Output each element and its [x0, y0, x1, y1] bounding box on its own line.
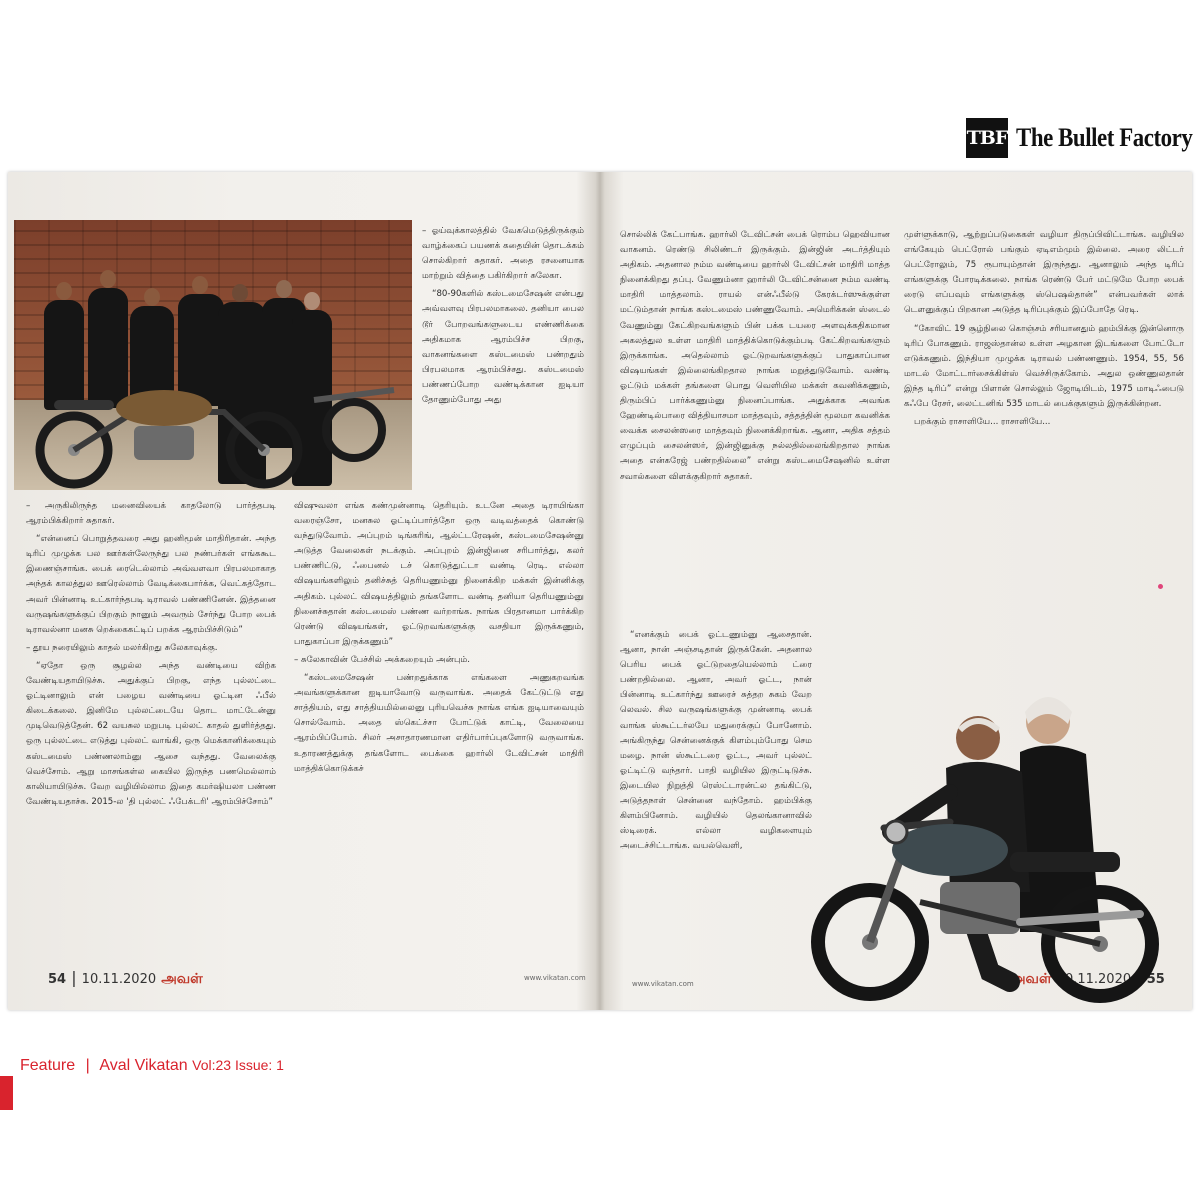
- left-column-1: [26, 499, 276, 977]
- person-head: [144, 288, 160, 306]
- paragraph: சொல்லிக் கேட்பாங்க. ஹார்லி டேவிட்சன் பைக் ரொம்ப ஹெவியான வாகனம். ரெண்டு சிலிண்டர் இருக்கும். இன்ஜின் அடர்த்தியும் அதிகம். அதனால நம்ம வண்டியை ஹார்லி டேவிட்சன் மாதிரி மாத்த நினைக்கிறது தப்பு. வேணும்னா ஹார்லி டேவிட்சன்னை நம்ம வண்டி மாதிரி மாத்தலாம். ராயல் என்ஃபீல்டு கேரக்டர்ஸுக்குள்ள மட்டும்தான் நாங்க கஸ்டமைஸ் பண்ணுவோம். அமெரிக்கன் ஸ்டைல் வேணும்னு கேட்கிறவங்களும் பின் பக்க டயரை அளவுக்கதிகமான அகலத்துல உள்ள மாதிரி மாத்திக்கொடுக்கும்படி கேட்கிறவங்களும் இருக்காங்க. அதெல்லாம் ஓட்டுறவங்களுக்குப் பாதுகாப்பான விஷயங்கள் இல்லைங்கிறதால நாங்க மறுத்துடுவோம். வண்டி ஓட்டும் மக்கள் தங்களை பொது வெளியில மக்கள் கவனிக்கணும், திரும்பிப் பார்க்கணும்னு நினைப்பாங்க. அதுக்காக அவங்க ஹேண்டில்பாரை வித்தியாசமா மாத்தவும், சத்தத்தின் மூலமா கவனிக்க வைக்க சைலன்ஸரை மாத்தவும் நினைக்கிறாங்க. ஆனா, அதிக சத்தம் எழுப்பும் சைலன்ஸர், இன்ஜினுக்கு நல்லதில்லைங்கிறதால நாங்க அதை என்கரேஜ் பண்றதில்லை” என்று கஸ்டமைசேஷனில் உள்ள சவால்களை விளக்குகிறார் சுதாகர்.: [620, 230, 890, 482]
- paragraph: – அருகிலிருந்த மனைவியைக் காதலோடு பார்த்தபடி ஆரம்பிக்கிறார் சுதாகர்.: [26, 501, 276, 527]
- right-column-1-bottom: [620, 628, 812, 968]
- brand-name: The Bullet Factory: [1016, 123, 1193, 152]
- team-photo: [14, 220, 412, 490]
- paragraph: முள்ளுக்காடு, ஆற்றுப்படுகைகள் வழியா திருப்பிவிட்டாங்க. வழியில எங்கேயும் பெட்ரோல் பங்கும் ஏடிஎம்மும் இல்லை. அரை லிட்டர் பெட்ரோலும், 75 ரூபாயும்தான் இருந்தது. ஆனாலும் அந்த டிரிப் எங்களுக்கு போரடிக்கலை. நாங்க ரெண்டு பேர் மட்டுமே போற பைக் ரைடு எப்பவும் எங்களுக்கு ஸ்பெஷல்தான்” என்பவர்கள் லாக் டௌனுக்குப் பிறகான அடுத்த டிரிப்புக்கும் இப்போதே ரெடி.: [904, 230, 1184, 316]
- paragraph: – சுலேகாவின் பேச்சில் அக்கறையும் அன்பும்.: [294, 654, 471, 665]
- issue-date: 10.11.2020: [81, 972, 157, 987]
- left-folio: 54 | 10.11.2020 அவள்: [48, 968, 203, 987]
- accent-bar: [0, 1076, 13, 1110]
- paragraph: “என்னைப் பொறுத்தவரை அது ஹனிமூன் மாதிரிதான். அந்த டிரிப் முழுக்க பல ஊர்கள்லேருந்து பல நண்பர்கள் எங்ககூட இணைஞ்சாங்க. பைக் ரைடெல்லாம் அவ்வளவா பிரபலமாகாத அந்தக் காலத்துல ஊரெல்லாம் வேடிக்கைபார்க்க, வெட்கத்தோட அவர் பின்னாடி உட்கார்ந்தபடி டிராவல் பண்ணினேன். இத்தனை வருஷங்களுக்குப் பிறகும் நானும் அவரும் சேர்ந்து போற பைக் டிராவல்னா மனசு றெக்கைகட்டிப் பறக்க ஆரம்பிச்சிடும்”: [26, 534, 276, 635]
- couple-motorcycle-photo: [800, 682, 1170, 1012]
- paragraph: விஷுவலா எங்க கண்முன்னாடி தெரியும். உடனே அதை டிராயிங்கா வரைஞ்சோ, மனசுல ஓட்டிப்பார்த்தோ ஒரு வடிவத்தைக் கொண்டு வந்துடுவோம். அப்புறம் டிங்கரிங், ஆல்ட்டரேஷன், கஸ்டமைசேஷன்னு அடுத்த வேலைகள் நடக்கும். அப்புறம் இன்ஜினை சரிபார்த்து, கலர் பண்ணிட்டு, ஃபைனல் டச் கொடுத்துட்டா வண்டி ரெடி. எல்லா விஷயங்களிலும் தனிச்சுத் தெரியணும்னு நினைக்கிற மக்கள் இன்னிக்கு அதிகம். புல்லட் விஷயத்திலும் தங்களோட வண்டி தனியா தெரியணும்னு நினைச்சுதான் கஸ்டமைஸ் பண்ண வர்றாங்க. நாங்க பிரதானமா பார்க்கிற ரெண்டு விஷயங்கள், ஓட்டுறவங்களுக்கு வசதியா இருக்கணும், பாதுகாப்பா இருக்கணும்”: [294, 501, 584, 647]
- paragraph: “ஏதோ ஒரு சூழல்ல அந்த வண்டியை விற்க வேண்டியதாயிடுச்சு. அதுக்குப் பிறகு, எந்த புல்லட்டை ஓட்டினாலும் என் பழைய வண்டியை ஓட்டின ஃபீல் கிடைக்கலை. இனிமே புல்லட்டையே தொட மாட்டேன்னு முடிவெடுத்தேன். 62 வயசுல மறுபடி புல்லட் காதல் துளிர்த்தது. ஒரு புல்லட்டை எடுத்து புல்லட் வாங்கி, ஒரு மெக்கானிக்கையும் கஸ்டமைஸ் பண்ணலாம்னு ஆசை வந்தது. வேலைக்கு வெச்சோம். ஆறு மாசங்கள்ல கையில இருந்த பணமெல்லாம் காலியாயிடுச்சு. வேற வழியில்லாம இதை கமர்ஷியலா பண்ண வேண்டியதாச்சு. 2015-ல 'தி புல்லட் ஃபேக்டரி' ஆரம்பிச்சோம்”: [26, 660, 276, 807]
- website-url: www.vikatan.com: [632, 980, 694, 988]
- paragraph: பறக்கும் ராசாளியே... ராசாளியே...: [914, 417, 1051, 428]
- right-column-1-top: [620, 228, 890, 624]
- person-head: [192, 276, 208, 294]
- paragraph: “80-90களில் கஸ்டமைசேஷன் என்பது அவ்வளவு பிரபலமாகலை. தனியா பைல டூர் போறவங்களுடைய எண்ணிக்கை அதிகமாக ஆரம்பிச்ச பிறகு, வாகனங்களை கஸ்டமைஸ் பண்றதும் பிரபலமாக ஆரம்பிச்சது. கஸ்டமைஸ் பண்ணப்போற வண்டிக்கான ஐடியா தோணும்போது அது: [422, 289, 584, 406]
- website-url: www.vikatan.com: [524, 974, 586, 982]
- magazine-logo: அவள்: [161, 971, 203, 987]
- paragraph: – தூய நரையிலும் காதல் மலர்கிறது சுலேகாவுக்கு.: [26, 642, 218, 653]
- publication-name: Aval Vikatan: [99, 1057, 188, 1074]
- right-column-2: [904, 228, 1184, 618]
- left-column-2-bottom: [294, 499, 584, 977]
- person-head: [304, 292, 320, 310]
- person-head: [100, 270, 116, 288]
- page-number: 54: [48, 972, 67, 987]
- person-head: [56, 282, 72, 300]
- left-page: [8, 172, 598, 1010]
- brand-logo-mark: TBF: [966, 118, 1008, 158]
- magazine-logo: அவள்: [1010, 971, 1052, 987]
- end-dot: [1158, 584, 1163, 589]
- brand-logo: [966, 118, 1200, 158]
- person-head: [276, 280, 292, 298]
- paragraph: “கோவிட் 19 சூழ்நிலை கொஞ்சம் சரியானதும் ஹம்பிக்கு இன்னொரு டிரிப் போகணும். ராஜஸ்தான்ல உள்ள அழகான இடங்களை போட்டோ எடுக்கணும். இந்தியா முழுக்க டிராவல் பண்ணணும். 1954, 55, 56 மாடல் மோட்டார்சைக்கிள்ஸ் வெச்சிருக்கோம். அதுல ஒண்ணுலதான் இந்த டிரிப்” என்று பிளான் சொல்லும் ஜோடியிடம், 1975 மாடிஃபைடு கஃபே ரேசர், லைட்டனிங் 535 மாடல் பைக்குகளும் இருக்கின்றன.: [904, 323, 1184, 410]
- feature-label: Feature: [20, 1057, 76, 1074]
- issue-date: 10.11.2020: [1056, 972, 1132, 987]
- paragraph: – ஓய்வுக்காலத்தில் வேகமெடுத்திருக்கும் வாழ்க்கைப் பயணக் கதையின் தொடக்கம் சொல்கிறார் சுதாகர். அதை ரசனையாக மாற்றும் வித்தை பகிர்கிறார் சுலேகா.: [422, 226, 584, 282]
- motorcycle-illustration: [14, 350, 412, 490]
- issue-label: Vol:23 Issue: 1: [192, 1057, 284, 1073]
- left-column-2-top: [422, 224, 584, 500]
- page-number: 55: [1146, 972, 1165, 987]
- feature-separator: |: [85, 1057, 90, 1074]
- paragraph: “கஸ்டமைசேஷன் பண்றதுக்காக எங்களை அணுகறவங்க அவங்களுக்கான ஐடியாவோடு வருவாங்க. அதைக் கேட்டுட்டு எது சாத்தியம், எது சாத்தியமில்லைனு புரியவெச்சு நாங்க எங்க ஐடியாவையும் சொல்வோம். அதை ஸ்கெட்ச்சா போட்டுக் காட்டி, வேலையை ஆரம்பிப்போம். சிலர் அசாதாரணமான எதிர்பார்ப்புகளோடு வருவாங்க. உதாரணத்துக்கு தங்களோட பைக்கை ஹார்லி டேவிட்சன் மாதிரி மாத்திக்கொடுக்கச்: [294, 673, 584, 774]
- person-head: [232, 284, 248, 302]
- right-folio: அவள் 10.11.2020 | 55: [1010, 968, 1165, 987]
- paragraph: “எனக்கும் பைக் ஓட்டணும்னு ஆசைதான். ஆனா, நான் அஞ்சடிதான் இருக்கேன். அதனால பெரிய பைக் ஓட்டுறதையெல்லாம் ட்ரை பண்றதில்லை. ஆனா, அவர் ஓட்ட, நான் பின்னாடி உட்கார்ந்து ஊரைச் சுத்தற சுகம் வேற லெவல். சில வருஷங்களுக்கு முன்னாடி பைக் வாங்க ஸ்கூட்டர்லயே மதுரைக்குப் போனோம். அங்கிருந்து சென்னைக்குக் கிளம்பும்போது செம மழை. நான் ஸ்கூட்டரை ஓட்ட, அவர் புல்லட் ஓட்டிட்டு வந்தார். பாதி வழியில இருட்டிடுச்சு. இடையில நிறுத்தி ரெஸ்ட்டாரன்ட்ல தங்கிட்டு, அடுத்தநாள் சென்னை வந்தோம். ஹம்பிக்கு கிளம்பினோம். வழியில் தெலங்கானாவில் ஸ்டிரைக். எல்லா வழிகளையும் அடைச்சிட்டாங்க. வயல்வெளி,: [620, 630, 812, 852]
- feature-credit: [20, 1057, 284, 1075]
